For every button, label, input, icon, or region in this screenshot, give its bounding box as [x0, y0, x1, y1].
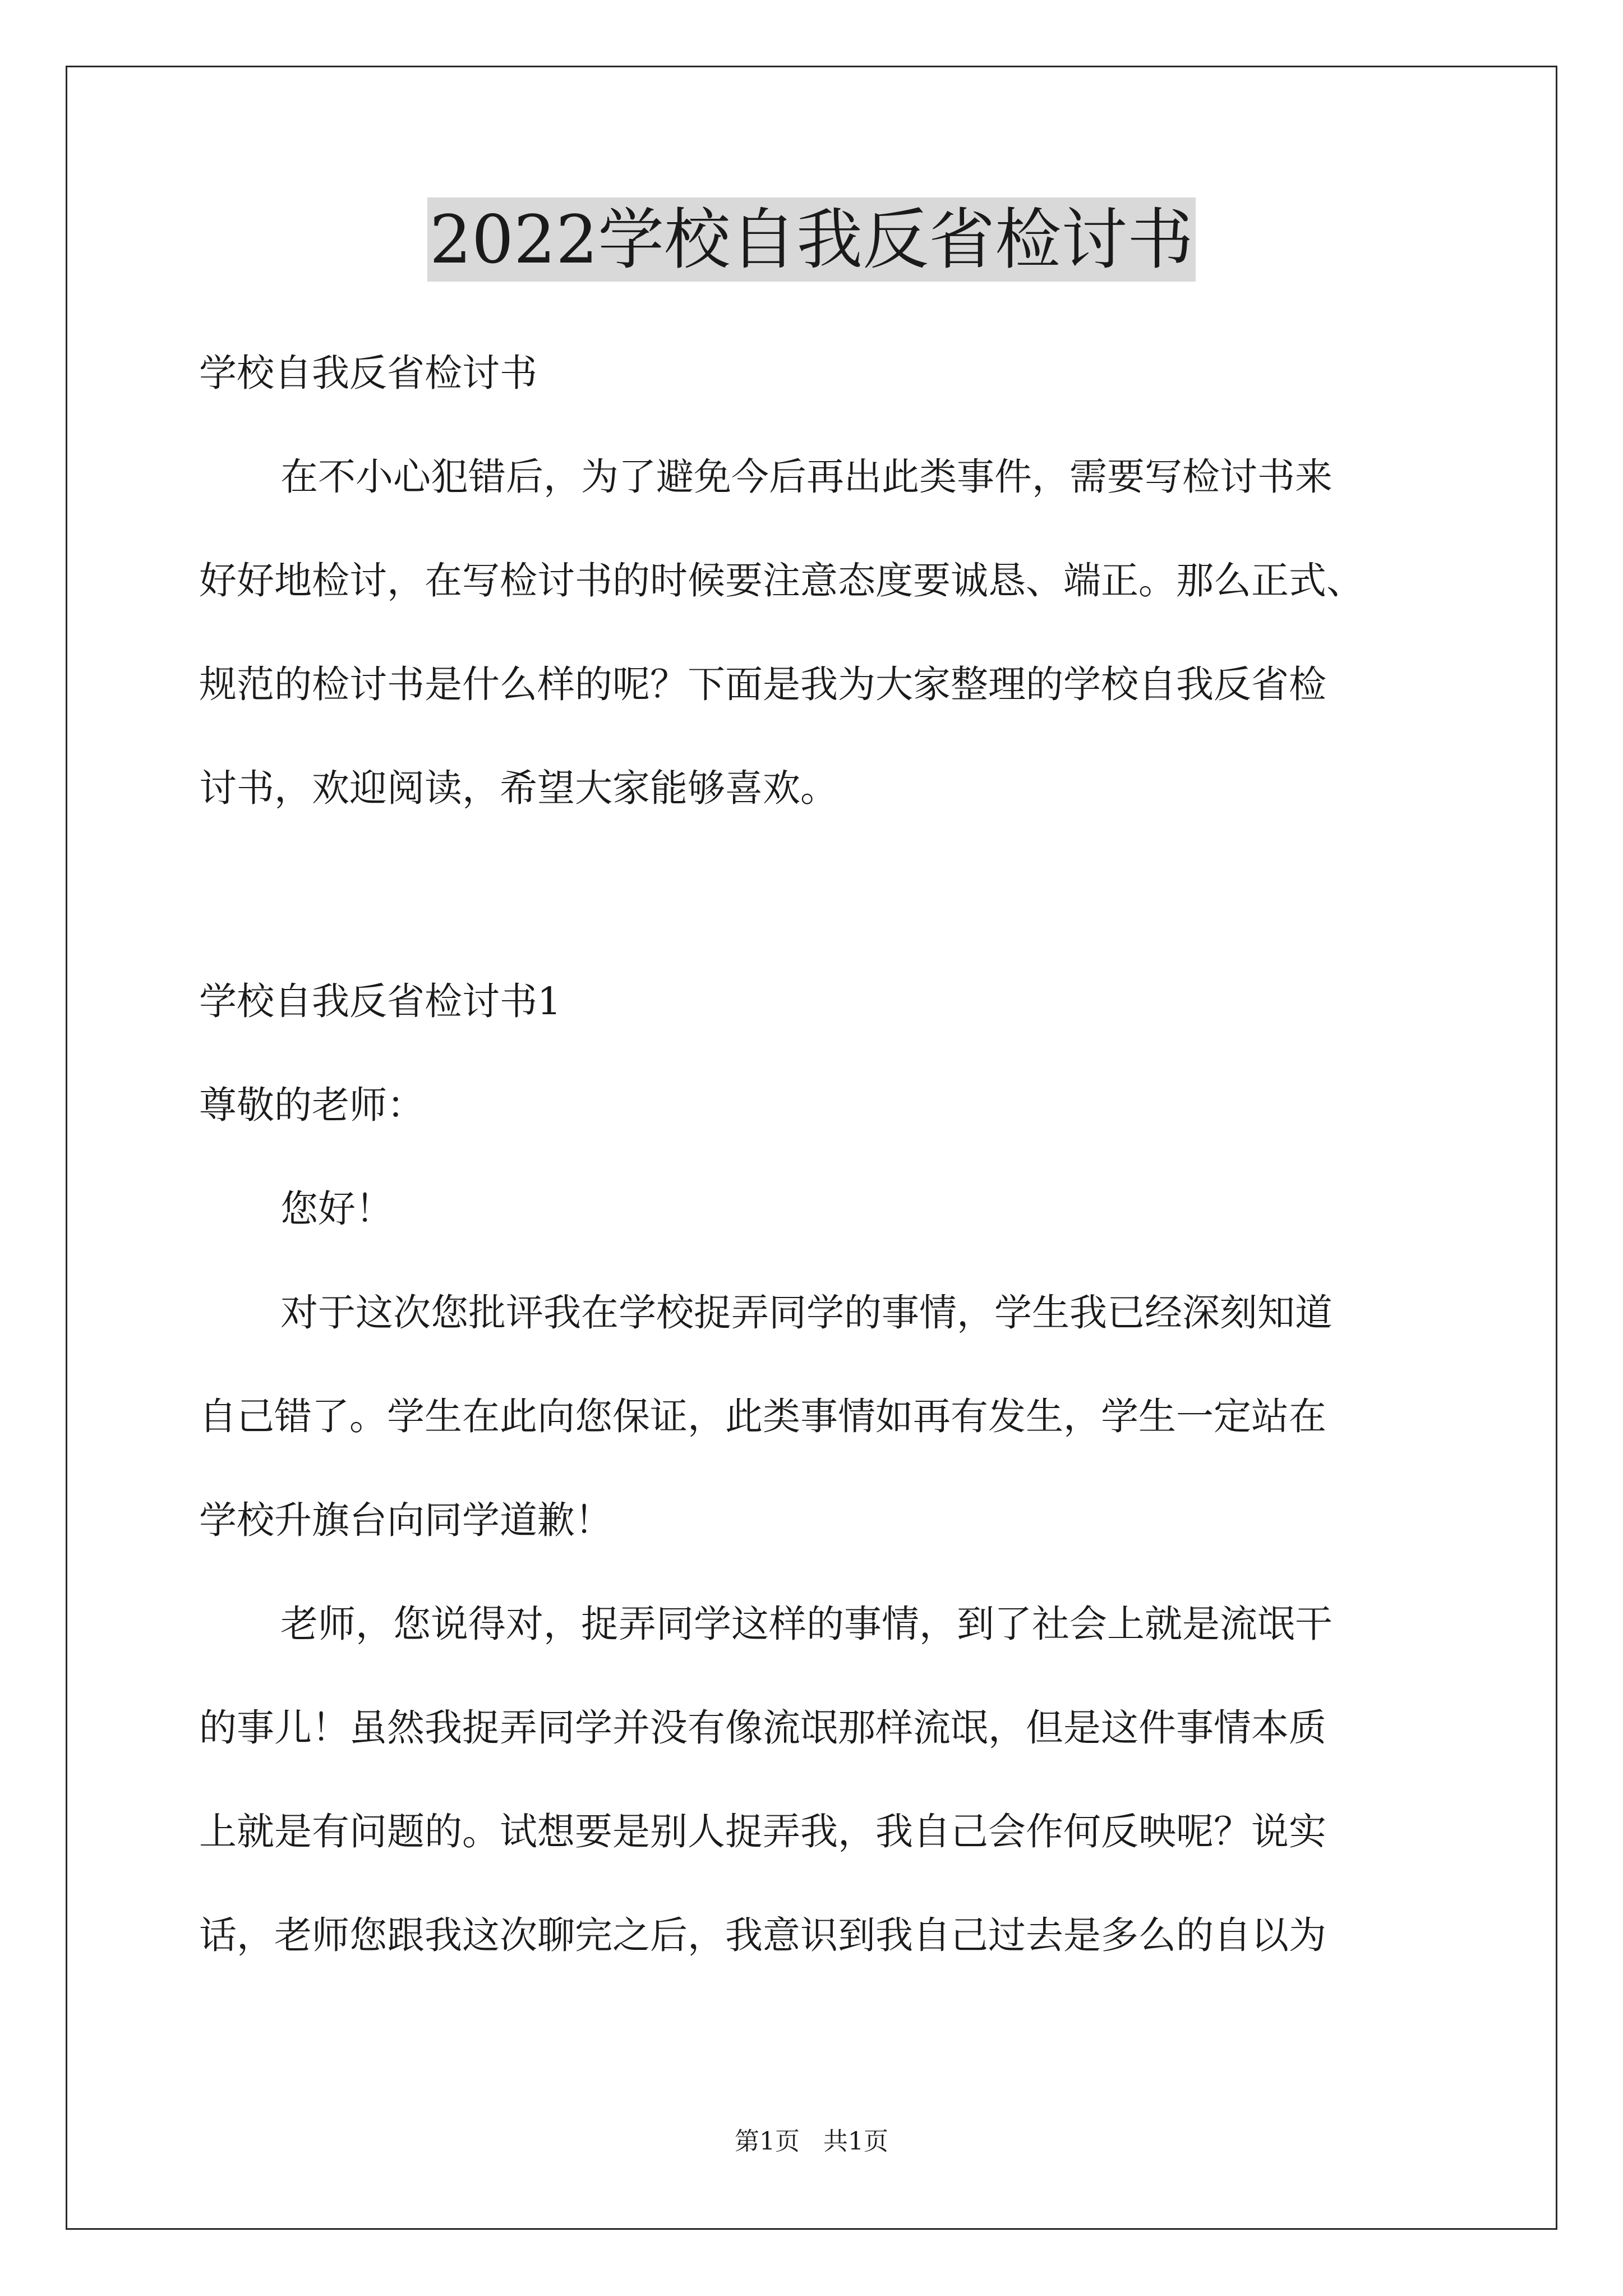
- intro-line-1: 在不小心犯错后，为了避免今后再出此类事件，需要写检讨书来: [280, 455, 1332, 499]
- intro-line-2: 好好地检讨，在写检讨书的时候要注意态度要诚恳、端正。那么正式、: [199, 559, 1364, 602]
- title-wrap: [0, 197, 1623, 282]
- paragraph-line: 自己错了。学生在此向您保证，此类事情如再有发生，学生一定站在: [199, 1395, 1326, 1438]
- page-footer: 第1页 共1页: [735, 2127, 888, 2156]
- paragraph-line: 学校升旗台向同学道歉！: [199, 1498, 612, 1542]
- paragraph-line: 对于这次您批评我在学校捉弄同学的事情，学生我已经深刻知道: [280, 1291, 1332, 1335]
- paragraph-line: 的事儿！虽然我捉弄同学并没有像流氓那样流氓，但是这件事情本质: [199, 1706, 1326, 1750]
- salutation: 尊敬的老师：: [199, 1083, 425, 1127]
- intro-line-3: 规范的检讨书是什么样的呢？下面是我为大家整理的学校自我反省检: [199, 662, 1326, 706]
- paragraph-line: 老师，您说得对，捉弄同学这样的事情，到了社会上就是流氓干: [280, 1602, 1332, 1646]
- subtitle-line: 学校自我反省检讨书: [199, 351, 537, 395]
- paragraph-line: 上就是有问题的。试想要是别人捉弄我，我自己会作何反映呢？说实: [199, 1810, 1326, 1853]
- section-heading: 学校自我反省检讨书1: [199, 979, 561, 1023]
- greeting: 您好！: [280, 1187, 393, 1231]
- intro-line-4: 讨书，欢迎阅读，希望大家能够喜欢。: [199, 766, 838, 810]
- paragraph-line: 话，老师您跟我这次聊完之后，我意识到我自己过去是多么的自以为: [199, 1913, 1326, 1957]
- document-title: 2022学校自我反省检讨书: [427, 197, 1196, 282]
